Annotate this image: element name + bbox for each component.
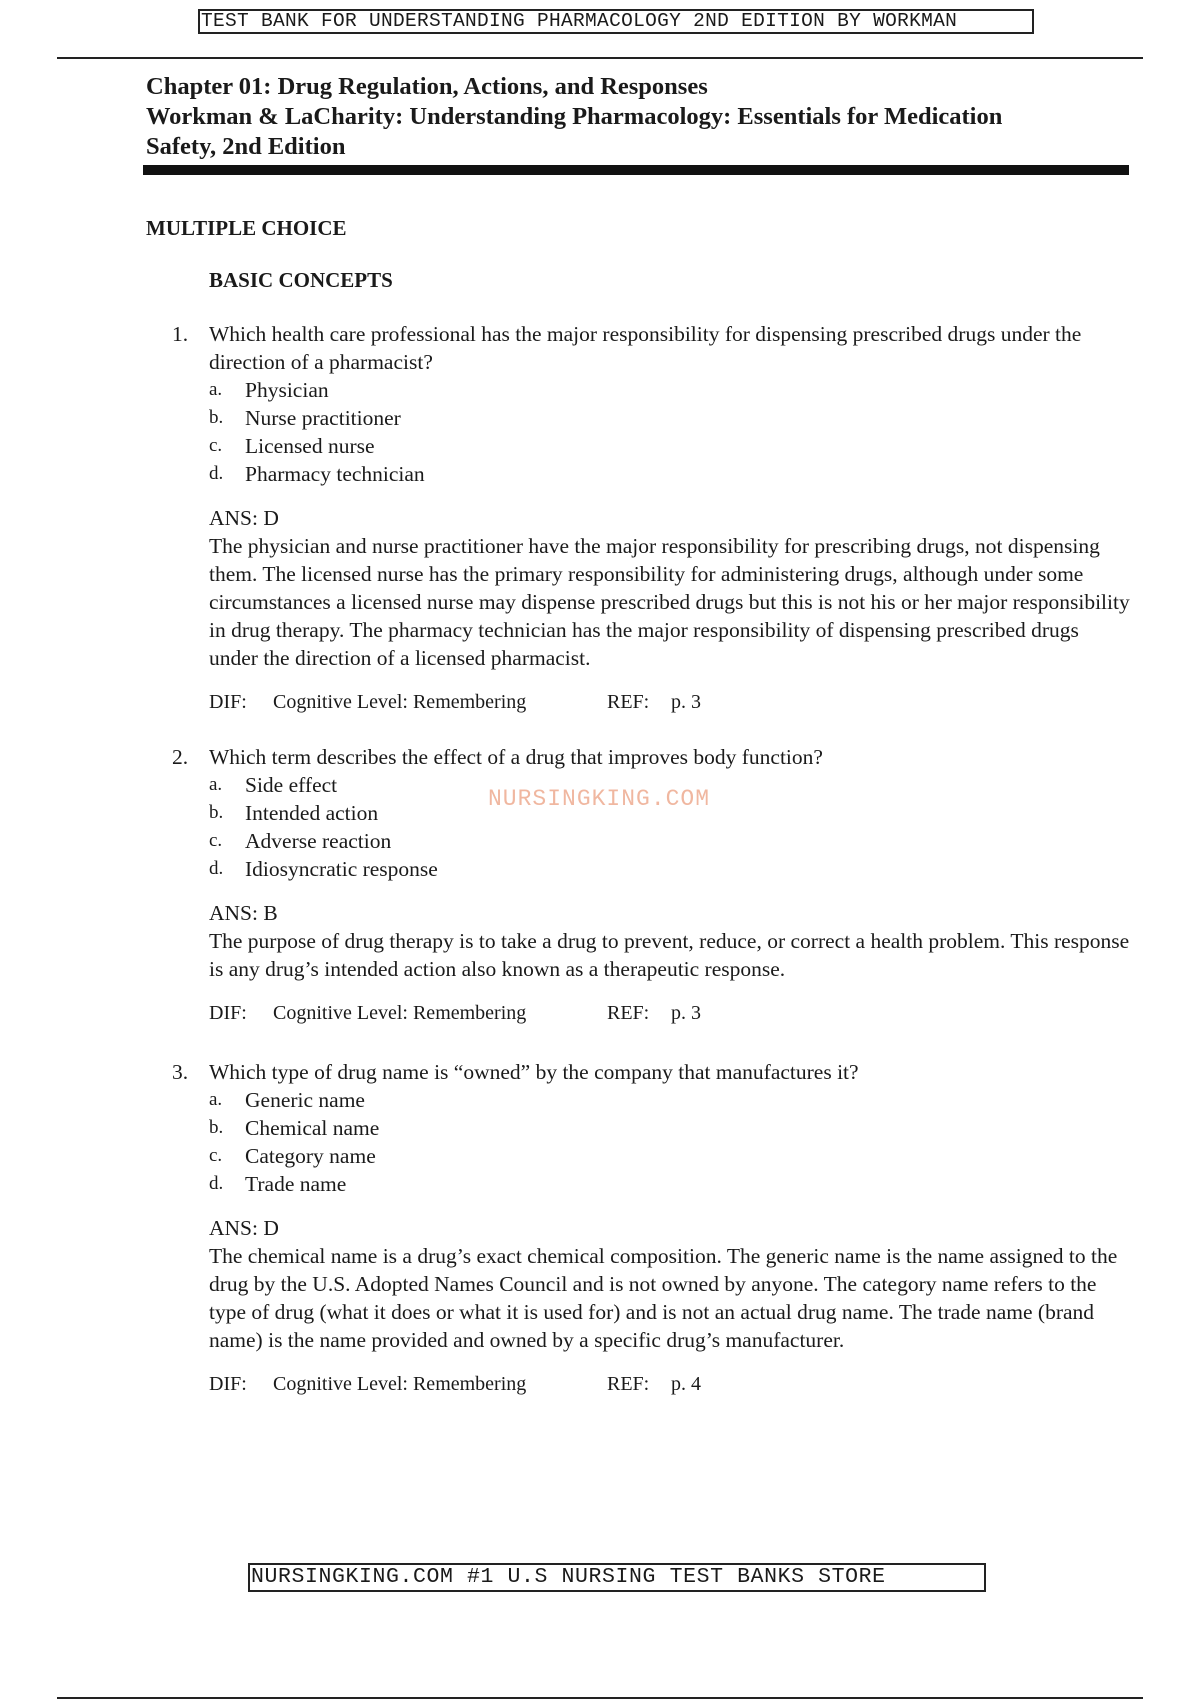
option-c — [209, 827, 1132, 855]
option-text: Intended action — [245, 801, 379, 825]
option-text: Physician — [245, 378, 329, 402]
option-c — [209, 432, 1132, 460]
answer: ANS: D — [209, 1216, 279, 1240]
ref-label: REF: — [607, 1002, 650, 1024]
question-text: Which type of drug name is “owned” by the company that manufactures it? — [209, 1060, 859, 1084]
header-banner: TEST BANK FOR UNDERSTANDING PHARMACOLOGY 2ND EDITION BY WORKMAN — [198, 9, 1034, 34]
rationale: The purpose of drug therapy is to take a drug to prevent, reduce, or correct a health problem. This response is any drug’s intended action also known as a therapeutic response. — [209, 929, 1130, 981]
option-text: Chemical name — [245, 1116, 380, 1140]
option-b — [209, 1114, 1132, 1142]
title-underline-bar — [143, 165, 1129, 175]
title-block — [146, 72, 1136, 162]
footer-rule — [57, 1697, 1143, 1699]
header-rule — [57, 57, 1143, 59]
subsection-heading: BASIC CONCEPTS — [209, 268, 393, 292]
book-title-line-2: Safety, 2nd Edition — [146, 133, 346, 160]
option-letter: b. — [209, 1117, 224, 1138]
rationale: The chemical name is a drug’s exact chemical composition. The generic name is the name assigned to the drug by the U.S. Adopted Names Council and is not owned by anyone. The category name refers to the type of drug (what it does or what it is used for) and is not an actual drug name. The trade name (brand name) is the name provided and owned by a specific drug’s manufacturer. — [209, 1244, 1118, 1352]
option-list — [209, 376, 1132, 488]
option-letter: a. — [209, 774, 223, 795]
option-letter: d. — [209, 858, 224, 879]
ref-label: REF: — [607, 1373, 650, 1395]
ref-value: p. 3 — [671, 1002, 701, 1024]
option-letter: c. — [209, 1145, 223, 1166]
question-number: 2. — [172, 745, 189, 769]
difficulty-reference-line — [209, 999, 1132, 1027]
answer: ANS: B — [209, 901, 278, 925]
dif-label: DIF: — [209, 691, 247, 713]
option-letter: a. — [209, 379, 223, 400]
option-text: Category name — [245, 1144, 376, 1168]
footer-banner: NURSINGKING.COM #1 U.S NURSING TEST BANKS STORE — [248, 1563, 986, 1592]
option-text: Adverse reaction — [245, 829, 392, 853]
option-d — [209, 1170, 1132, 1198]
question-text: Which term describes the effect of a drug that improves body function? — [209, 745, 823, 769]
option-letter: b. — [209, 407, 224, 428]
option-c — [209, 1142, 1132, 1170]
dif-label: DIF: — [209, 1373, 247, 1395]
question-number: 3. — [172, 1060, 189, 1084]
ref-value: p. 3 — [671, 691, 701, 713]
option-list — [209, 1086, 1132, 1198]
answer: ANS: D — [209, 506, 279, 530]
option-d — [209, 855, 1132, 883]
option-a — [209, 1086, 1132, 1114]
question-3 — [172, 1058, 1132, 1398]
option-text: Idiosyncratic response — [245, 857, 438, 881]
question-1 — [172, 320, 1132, 716]
option-letter: a. — [209, 1089, 223, 1110]
option-a — [209, 376, 1132, 404]
book-title-line-1: Workman & LaCharity: Understanding Pharmacology: Essentials for Medication — [146, 103, 1003, 130]
dif-value: Cognitive Level: Remembering — [273, 1373, 527, 1395]
difficulty-reference-line — [209, 1370, 1132, 1398]
watermark: NURSINGKING.COM — [488, 786, 711, 812]
option-text: Nurse practitioner — [245, 406, 401, 430]
question-text: Which health care professional has the major responsibility for dispensing prescribed drugs under the direction of a pharmacist? — [209, 322, 1082, 374]
dif-value: Cognitive Level: Remembering — [273, 1002, 527, 1024]
dif-value: Cognitive Level: Remembering — [273, 691, 527, 713]
option-text: Pharmacy technician — [245, 462, 425, 486]
rationale: The physician and nurse practitioner have the major responsibility for prescribing drugs, not dispensing them. The licensed nurse has the primary responsibility for administering drugs, although under some circumstances a licensed nurse may dispense prescribed drugs but this is not his or her major responsibility in drug therapy. The pharmacy technician has the major responsibility of dispensing prescribed drugs under the direction of a licensed pharmacist. — [209, 534, 1130, 670]
section-heading: MULTIPLE CHOICE — [146, 216, 347, 240]
option-d — [209, 460, 1132, 488]
difficulty-reference-line — [209, 688, 1132, 716]
dif-label: DIF: — [209, 1002, 247, 1024]
option-letter: d. — [209, 1173, 224, 1194]
option-letter: c. — [209, 435, 223, 456]
option-b — [209, 404, 1132, 432]
ref-label: REF: — [607, 691, 650, 713]
option-text: Trade name — [245, 1172, 347, 1196]
question-number: 1. — [172, 322, 189, 346]
option-letter: d. — [209, 463, 224, 484]
ref-value: p. 4 — [671, 1373, 701, 1395]
option-text: Generic name — [245, 1088, 365, 1112]
option-letter: b. — [209, 802, 224, 823]
option-letter: c. — [209, 830, 223, 851]
chapter-title: Chapter 01: Drug Regulation, Actions, and Responses — [146, 73, 708, 100]
option-text: Licensed nurse — [245, 434, 375, 458]
option-text: Side effect — [245, 773, 338, 797]
